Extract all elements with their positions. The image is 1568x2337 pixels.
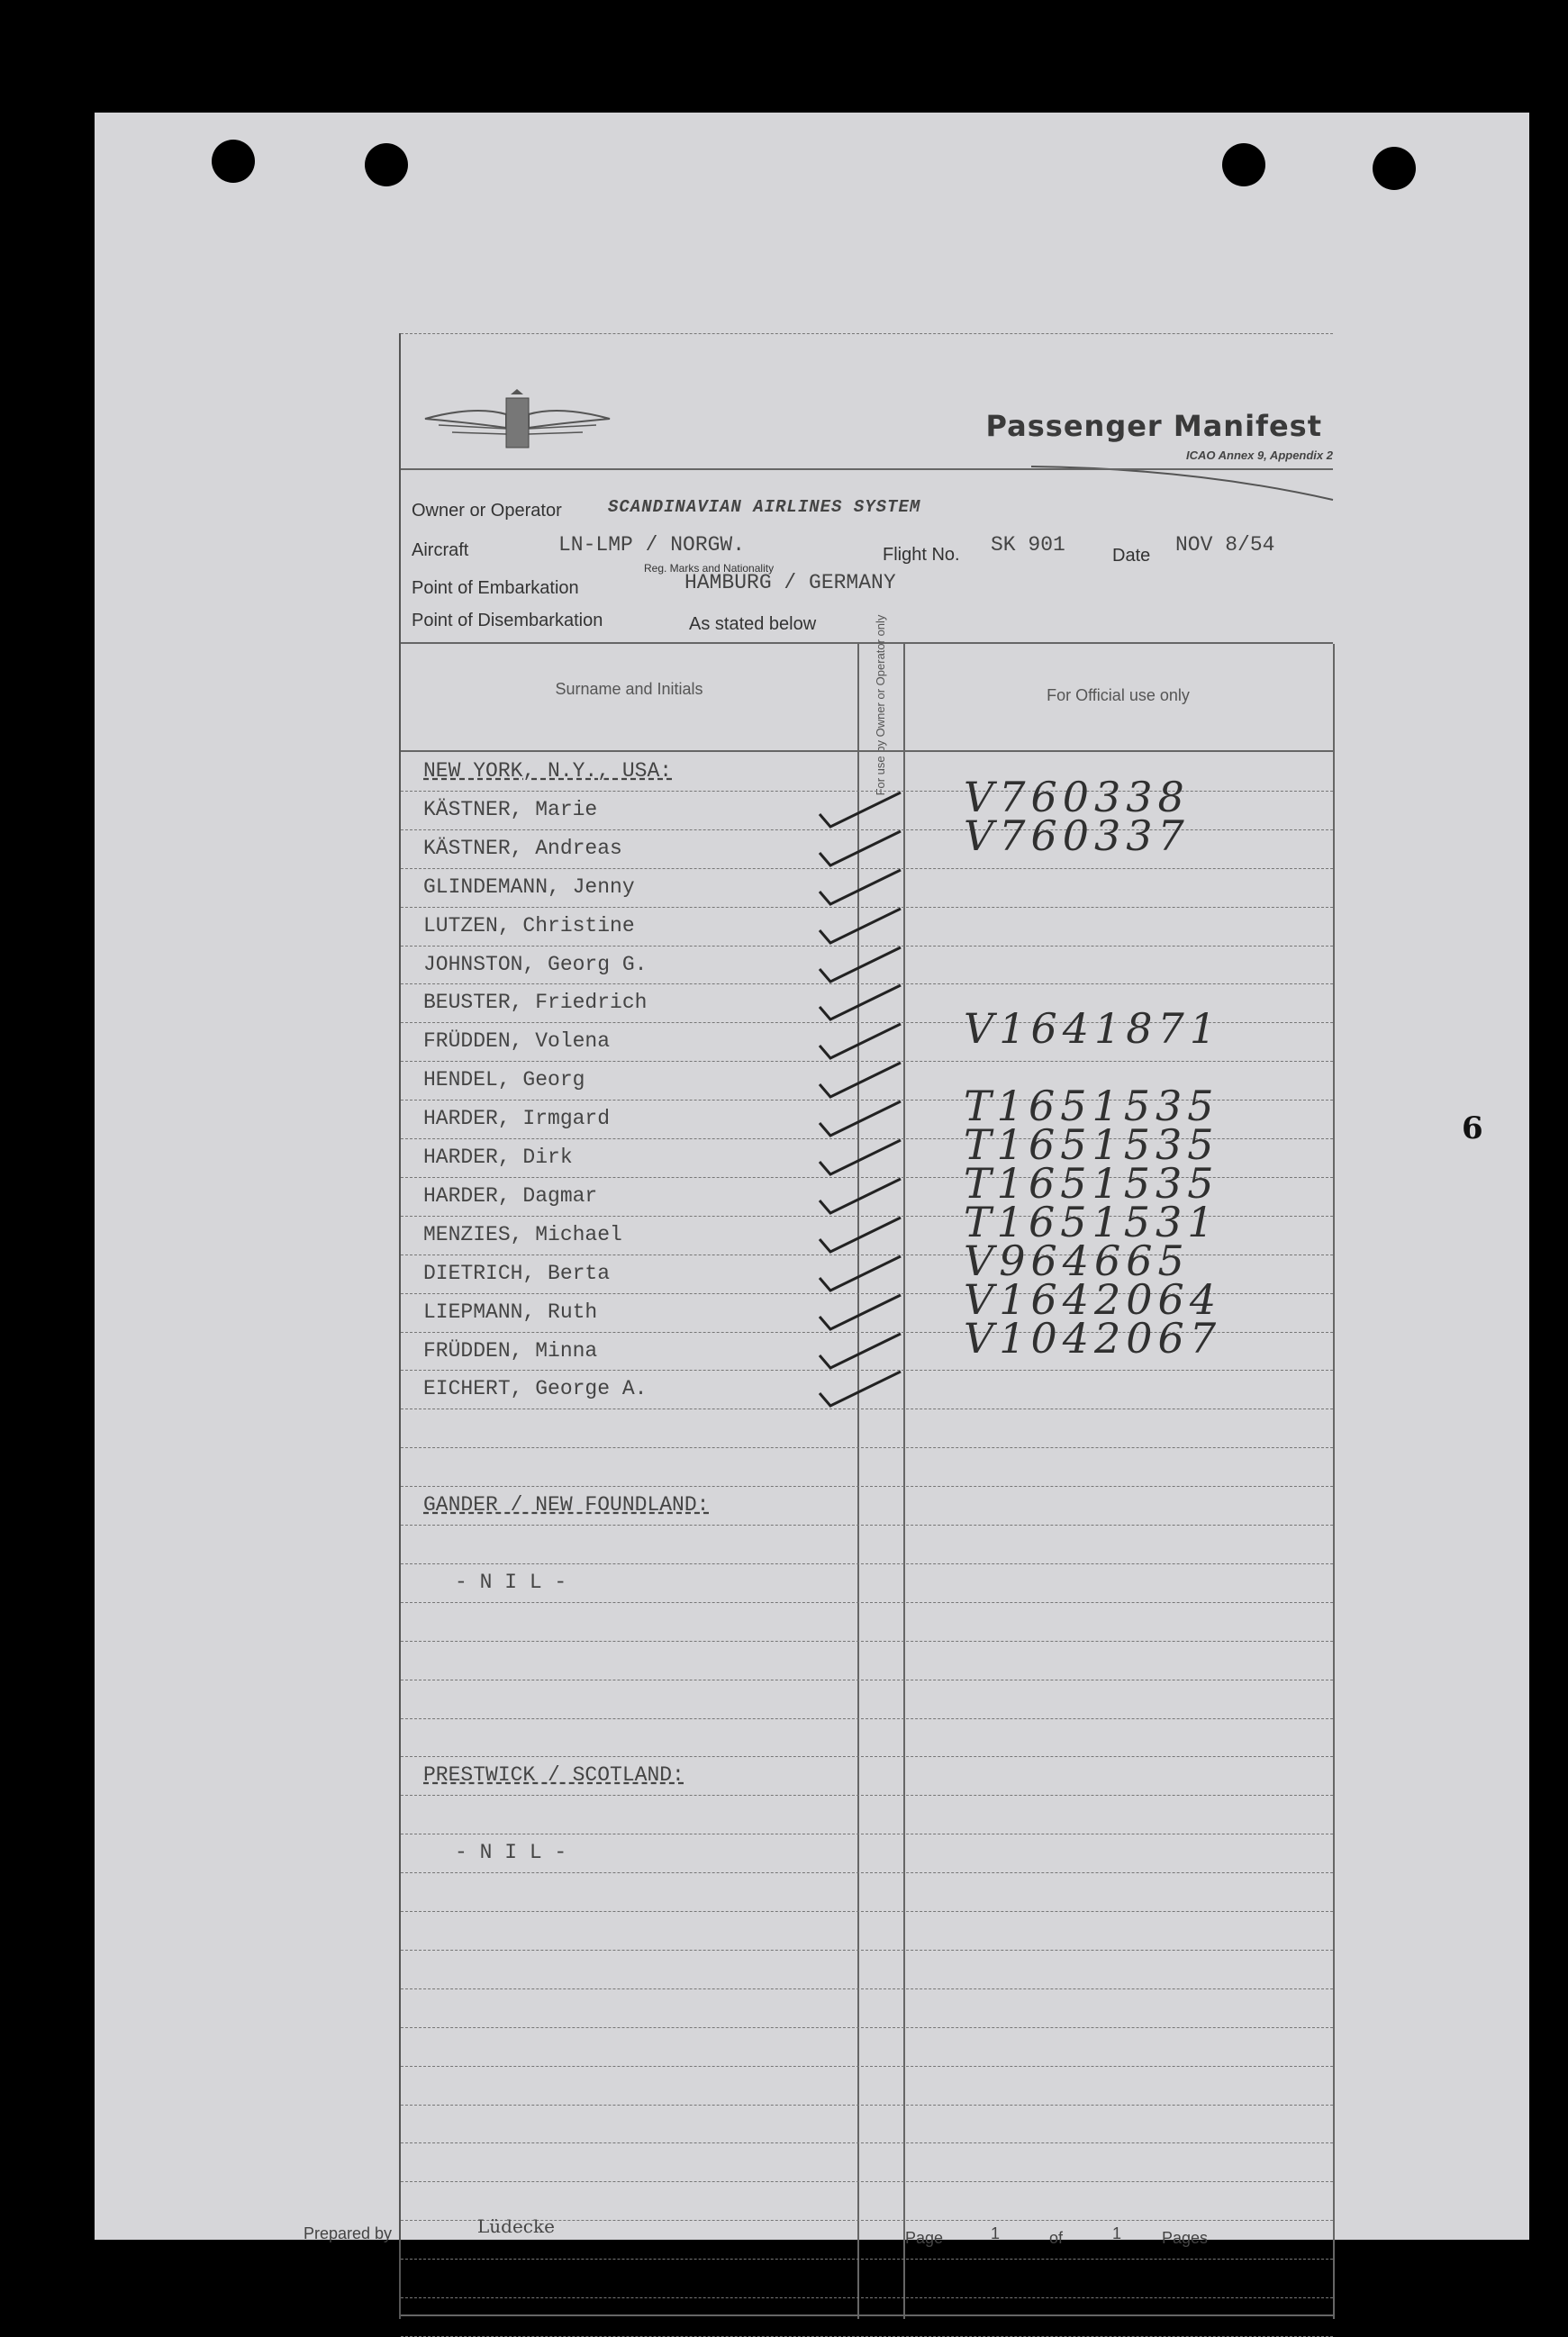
page-number-mark: 6 xyxy=(1462,1110,1483,1146)
punch-hole xyxy=(1222,143,1265,186)
of-label: of xyxy=(1049,2229,1064,2247)
passenger-name: EICHERT, George A. xyxy=(423,1377,648,1401)
official-passport-number: T1651535 xyxy=(964,1158,1219,1208)
disembarkation-value: As stated below xyxy=(689,614,817,634)
flight-value: SK 901 xyxy=(991,533,1065,557)
header-bottom-rule xyxy=(401,750,1333,752)
passenger-name: GLINDEMANN, Jenny xyxy=(423,874,635,899)
ruled-line xyxy=(401,1525,1333,1526)
document-title: Passenger Manifest xyxy=(985,409,1322,443)
official-passport-number: T1651531 xyxy=(964,1197,1219,1246)
nil-entry: - N I L - xyxy=(455,1570,567,1594)
ruled-line xyxy=(401,1911,1333,1912)
ruled-line xyxy=(401,2181,1333,2182)
column-header-surname: Surname and Initials xyxy=(555,680,703,698)
ruled-line xyxy=(401,1872,1333,1873)
ruled-line xyxy=(401,2142,1333,2143)
passenger-name: FRÜDDEN, Volena xyxy=(423,1029,611,1054)
page-value: 1 xyxy=(991,2224,1001,2242)
ruled-line xyxy=(401,2297,1333,2298)
date-value: NOV 8/54 xyxy=(1175,533,1275,557)
destination-heading: PRESTWICK / SCOTLAND: xyxy=(423,1763,684,1788)
destination-heading: GANDER / NEW FOUNDLAND: xyxy=(423,1493,710,1517)
passenger-name: MENZIES, Michael xyxy=(423,1222,622,1246)
document-subtitle: ICAO Annex 9, Appendix 2 xyxy=(1185,448,1333,462)
aircraft-label: Aircraft xyxy=(412,540,469,560)
official-passport-number: T1651535 xyxy=(964,1120,1219,1169)
pages-label: Pages xyxy=(1162,2229,1209,2247)
header-rule xyxy=(401,468,1333,470)
passenger-name: LUTZEN, Christine xyxy=(423,913,635,938)
ruled-line xyxy=(401,2259,1333,2260)
official-passport-number: V760338 xyxy=(964,772,1190,821)
ruled-line xyxy=(401,1718,1333,1719)
passenger-name: JOHNSTON, Georg G. xyxy=(423,952,648,976)
ruled-line xyxy=(401,1988,1333,1989)
official-passport-number: V760337 xyxy=(964,811,1190,860)
page-label: Page xyxy=(905,2229,944,2247)
passenger-name: LIEPMANN, Ruth xyxy=(423,1300,598,1324)
passenger-name: HARDER, Dirk xyxy=(423,1146,573,1169)
column-header-official: For Official use only xyxy=(1047,686,1190,704)
form-right-border xyxy=(1333,644,1335,2319)
ruled-line xyxy=(401,1756,1333,1757)
prepared-by-value: Lüdecke xyxy=(477,2215,555,2237)
passenger-name: KÄSTNER, Andreas xyxy=(423,836,622,860)
punch-hole xyxy=(1373,147,1416,190)
passenger-name: KÄSTNER, Marie xyxy=(423,797,598,821)
header-pen-stroke xyxy=(1031,459,1337,504)
owner-label: Owner or Operator xyxy=(412,501,562,521)
check-mark xyxy=(811,1368,910,1413)
manifest-form xyxy=(399,333,1335,2319)
date-label: Date xyxy=(1112,546,1151,566)
ruled-line xyxy=(401,2027,1333,2028)
embarkation-label: Point of Embarkation xyxy=(412,578,579,598)
manifest-sheet xyxy=(95,113,1529,2247)
passenger-name: FRÜDDEN, Minna xyxy=(423,1338,598,1363)
destination-heading: NEW YORK, N.Y., USA: xyxy=(423,759,673,783)
passenger-name: HARDER, Irmgard xyxy=(423,1107,611,1131)
ruled-line xyxy=(401,2105,1333,2106)
owner-value: SCANDINAVIAN AIRLINES SYSTEM xyxy=(608,497,921,517)
official-passport-number: V1641871 xyxy=(964,1004,1222,1054)
official-passport-number: V1042067 xyxy=(964,1313,1222,1363)
official-passport-number: T1651535 xyxy=(964,1082,1219,1131)
airline-logo xyxy=(421,387,614,459)
ruled-line xyxy=(401,1641,1333,1642)
ruled-line xyxy=(401,1950,1333,1951)
flight-label: Flight No. xyxy=(883,545,960,565)
footer-rule xyxy=(401,2314,1333,2316)
nil-entry: - N I L - xyxy=(455,1841,567,1865)
ruled-line xyxy=(401,1486,1333,1487)
official-passport-number: V964665 xyxy=(964,1236,1190,1285)
column-header-owner-use: For use by Owner or Operator only xyxy=(873,614,887,795)
embarkation-value: HAMBURG / GERMANY xyxy=(684,571,896,594)
ruled-line xyxy=(401,1563,1333,1564)
passenger-name: DIETRICH, Berta xyxy=(423,1261,611,1285)
disembarkation-label: Point of Disembarkation xyxy=(412,611,603,630)
reg-marks-note: Reg. Marks and Nationality xyxy=(644,562,775,575)
total-pages-value: 1 xyxy=(1112,2224,1122,2242)
ruled-line xyxy=(401,2066,1333,2067)
passenger-name: HENDEL, Georg xyxy=(423,1068,585,1092)
official-passport-number: V1642064 xyxy=(964,1274,1222,1324)
aircraft-value: LN-LMP / NORGW. xyxy=(558,533,746,557)
punch-hole xyxy=(212,140,255,183)
ruled-line xyxy=(401,1447,1333,1448)
punch-hole xyxy=(365,143,408,186)
passenger-name: BEUSTER, Friedrich xyxy=(423,991,648,1015)
table-top-rule xyxy=(401,642,1333,644)
prepared-by-label: Prepared by xyxy=(304,2224,393,2242)
ruled-line xyxy=(401,1795,1333,1796)
passenger-name: HARDER, Dagmar xyxy=(423,1183,598,1208)
ruled-line xyxy=(401,1602,1333,1603)
form-top-rule xyxy=(401,333,1333,334)
